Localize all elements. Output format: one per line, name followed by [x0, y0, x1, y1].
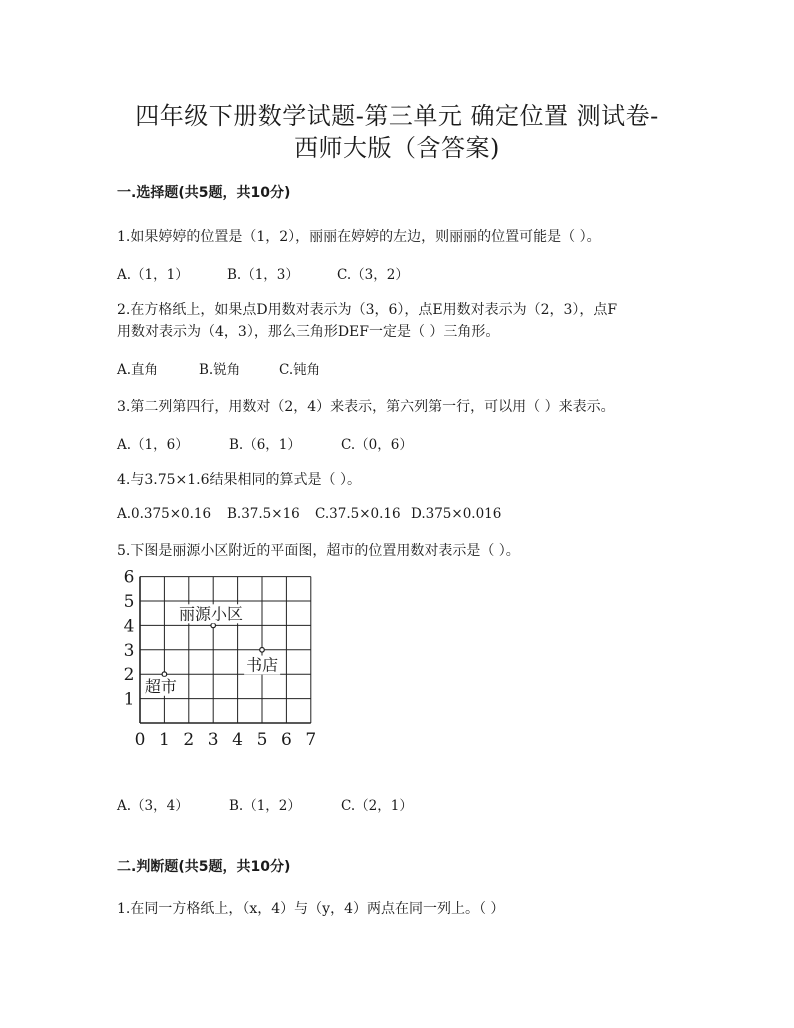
question-3-option-a: A.（1，6）	[117, 437, 189, 453]
coordinate-grid-map	[118, 567, 328, 753]
x-tick-label: 6	[280, 730, 292, 750]
question-2-text-line-2: 用数对表示为（4，3），那么三角形DEF一定是（ ）三角形。	[117, 324, 500, 340]
question-5-option-b: B.（1，2）	[229, 798, 301, 814]
question-2-options	[117, 358, 320, 378]
question-5-option-c: C.（2，1）	[341, 798, 413, 814]
question-4-option-c: C.37.5×0.16	[315, 506, 401, 522]
y-tick-label: 2	[123, 665, 135, 686]
question-1-text: 1.如果婷婷的位置是（1，2），丽丽在婷婷的左边，则丽丽的位置可能是（ ）。	[117, 229, 601, 245]
question-3-options	[117, 433, 413, 453]
page-title-line-1: 四年级下册数学试题-第三单元 确定位置 测试卷-	[135, 102, 659, 130]
question-5-text: 5.下图是丽源小区附近的平面图，超市的位置用数对表示是（ ）。	[117, 543, 520, 559]
y-tick-label: 6	[123, 567, 135, 588]
y-tick-label: 4	[123, 616, 135, 637]
question-5-options	[117, 794, 413, 814]
question-2-option-c: C.钝角	[279, 362, 321, 378]
question-5-option-a: A.（3，4）	[117, 798, 189, 814]
question-2-text-line-1: 2.在方格纸上，如果点D用数对表示为（3，6），点E用数对表示为（2，3），点F	[117, 302, 618, 318]
question-3-text: 3.第二列第四行，用数对（2，4）来表示，第六列第一行，可以用（ ）来表示。	[117, 399, 615, 415]
question-2-option-b: B.锐角	[199, 362, 241, 378]
bookstore-label: 书店	[246, 655, 279, 675]
x-tick-label: 5	[256, 730, 268, 750]
residential-label: 丽源小区	[179, 604, 244, 624]
supermarket-label: 超市	[144, 676, 177, 696]
question-4-text: 4.与3.75×1.6结果相同的算式是（ ）。	[117, 472, 361, 488]
x-tick-label: 1	[158, 730, 170, 750]
question-2-option-a: A.直角	[117, 362, 159, 378]
x-tick-label: 2	[183, 730, 195, 750]
question-1-option-b: B.（1，3）	[227, 267, 299, 283]
x-tick-label: 3	[207, 730, 219, 750]
question-4-option-d: D.375×0.016	[411, 506, 502, 522]
y-tick-label: 5	[123, 592, 135, 612]
judgement-question-1-text: 1.在同一方格纸上，（x，4）与（y，4）两点在同一列上。（ ）	[117, 901, 505, 917]
section-heading-choice: 一.选择题(共5题，共10分)	[117, 185, 291, 201]
residential-point	[211, 623, 216, 628]
question-4-option-a: A.0.375×0.16	[117, 506, 212, 522]
y-tick-label: 1	[123, 689, 135, 710]
section-heading-judgement: 二.判断题(共5题，共10分)	[117, 859, 291, 875]
question-3-option-b: B.（6，1）	[229, 437, 301, 453]
x-tick-label: 7	[305, 730, 317, 750]
bookstore-point	[260, 648, 265, 653]
page-title-line-2: 西师大版（含答案)	[294, 134, 500, 162]
y-tick-label: 3	[123, 640, 135, 661]
question-1-option-c: C.（3，2）	[337, 267, 409, 283]
question-4-options	[117, 506, 501, 522]
x-tick-label: 4	[232, 730, 244, 750]
question-1-option-a: A.（1，1）	[117, 267, 189, 283]
question-1-options	[117, 263, 409, 283]
map-figure	[118, 567, 328, 753]
x-tick-label: 0	[134, 730, 146, 750]
question-4-option-b: B.37.5×16	[227, 506, 300, 522]
question-3-option-c: C.（0，6）	[341, 437, 413, 453]
